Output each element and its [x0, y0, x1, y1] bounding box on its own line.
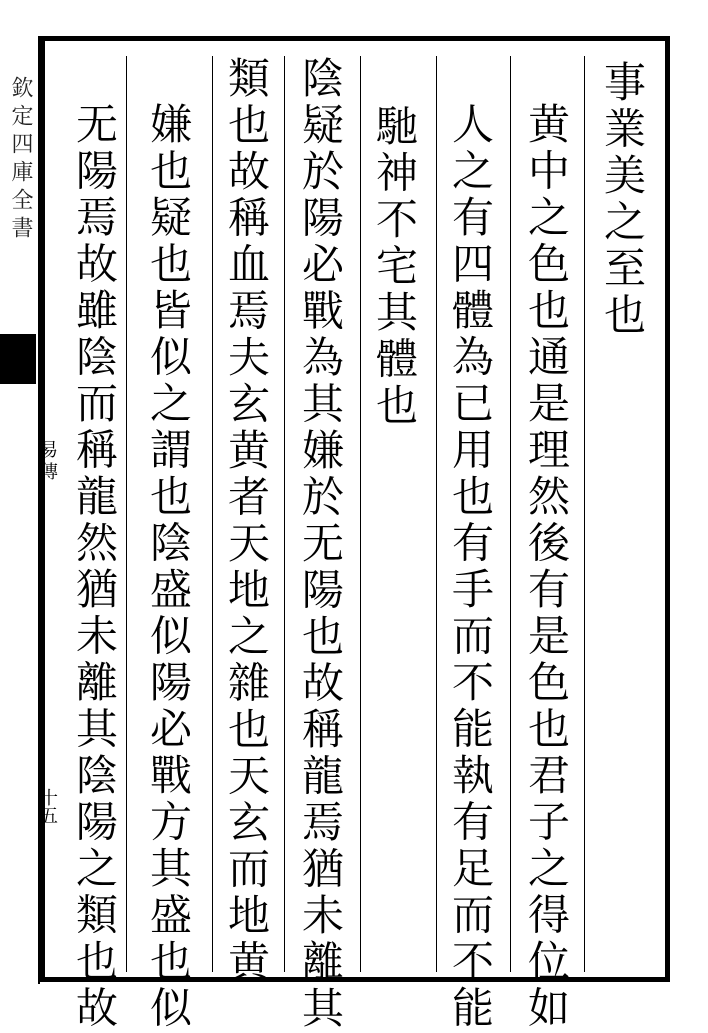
column-rule: [510, 56, 511, 972]
column-rule: [436, 56, 437, 972]
text-column-1: 事業美之至也: [598, 60, 647, 339]
column-rule: [360, 56, 361, 972]
fishtail-mark: [0, 334, 36, 384]
text-column-4: 馳神不宅其體也: [370, 104, 419, 430]
column-rule: [212, 56, 213, 972]
text-column-8: 无陽焉故雖陰而稱龍然猶未離其陰陽之類也故: [70, 102, 119, 1032]
page-gutter: [0, 36, 40, 984]
column-rule: [584, 56, 585, 972]
column-rule: [284, 56, 285, 972]
page-number: 十五: [37, 788, 58, 824]
text-frame: [40, 36, 670, 982]
text-column-3: 人之有四體為已用也有手而不能執有足而不能: [446, 102, 495, 1032]
book-title: 欽定四庫全書: [8, 76, 33, 244]
text-column-5: 陰疑於陽必戰為其嫌於无陽也故稱龍焉猶未離其: [296, 56, 345, 1033]
text-column-6: 類也故稱血焉夫玄黄者天地之雜也天玄而地黄: [222, 56, 271, 986]
column-rule: [126, 56, 127, 972]
section-title: 易傳: [37, 440, 58, 484]
text-column-2: 黄中之色也通是理然後有是色也君子之得位如: [522, 102, 571, 1032]
text-column-7: 嫌也疑也皆似之謂也陰盛似陽必戰方其盛也似: [144, 102, 193, 1032]
